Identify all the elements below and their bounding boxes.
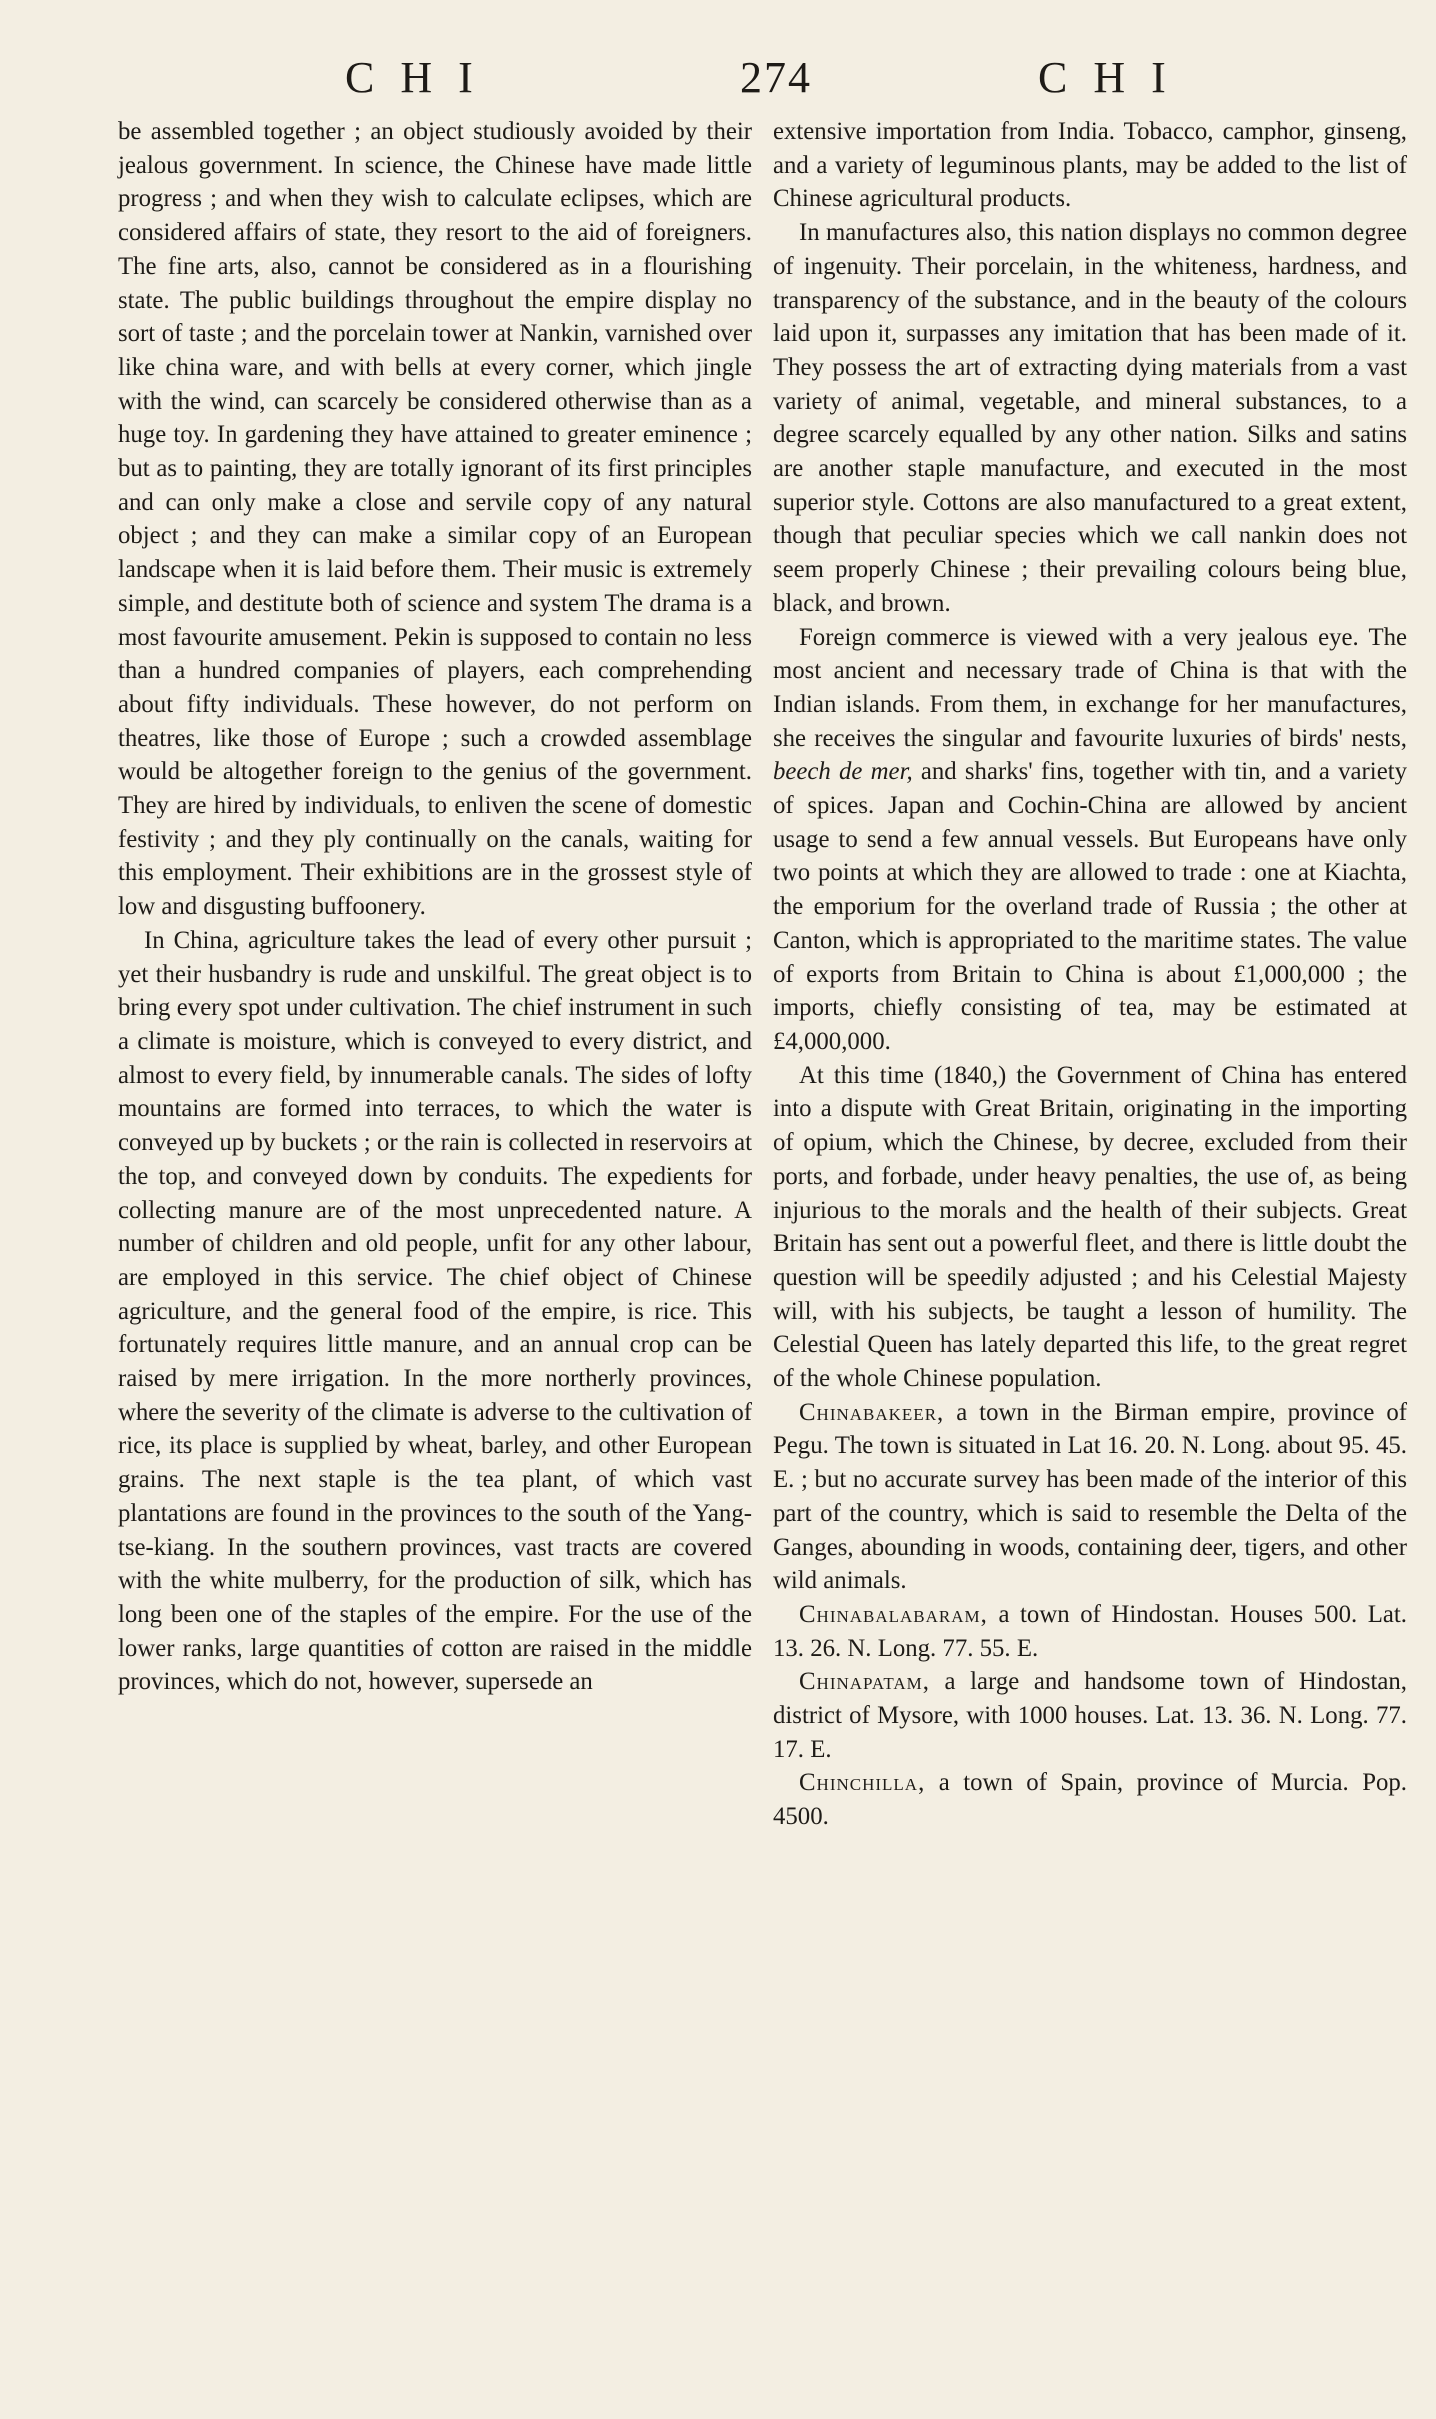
left-column [118, 115, 752, 1699]
header-right-word: CHI [1038, 53, 1192, 102]
paragraph-products-continued: extensive importation from India. Tobacco, camphor, ginseng, and a variety of leguminous plants, may be added to the list of Chinese agricultural products. [773, 118, 1407, 213]
paragraph-science-arts: be assembled together ; an object studiously avoided by their jealous government. In science, the Chinese have made little progress ; and when they wish to calculate eclipses, which are considered affairs of state, they resort to the aid of foreigners. The fine arts, also, cannot be considered as in a flourishing state. The public buildings throughout the empire display no sort of taste ; and the porcelain tower at Nankin, varnished over like china ware, and with bells at every corner, which jingle with the wind, can scarcely be considered otherwise than as a huge toy. In gardening they have attained to greater eminence ; but as to painting, they are totally ignorant of its first principles and can only make a close and servile copy of any natural object ; and they can make a similar copy of an European landscape when it is laid before them. Their music is extremely simple, and destitute both of science and system The drama is a most favourite amusement. Pekin is supposed to contain no less than a hundred companies of players, each comprehending about fifty individuals. These however, do not perform on theatres, like those of Europe ; such a crowded assemblage would be altogether foreign to the genius of the government. They are hired by individuals, to enliven the scene of domestic festivity ; and they ply continually on the canals, waiting for this employment. Their exhibitions are in the grossest style of low and disgusting buffoonery. [118, 118, 752, 921]
running-header [0, 48, 1436, 108]
entry-chinabakeer [773, 1396, 1407, 1598]
paragraph-agriculture: In China, agriculture takes the lead of every other pursuit ; yet their husbandry is rude and unskilful. The great object is to bring every spot under cultivation. The chief instrument in such a climate is moisture, which is conveyed to every district, and almost to every field, by innumerable canals. The sides of lofty mountains are formed into terraces, to which the water is conveyed up by buckets ; or the rain is collected in reservoirs at the top, and conveyed down by conduits. The expedients for collecting manure are of the most unprecedented nature. A number of children and old people, unfit for any other labour, are employed in this service. The chief object of Chinese agriculture, and the general food of the empire, is rice. This fortunately requires little manure, and an annual crop can be raised by mere irrigation. In the more northerly provinces, where the severity of the climate is adverse to the cultivation of rice, its place is supplied by wheat, barley, and other European grains. The next staple is the tea plant, of which vast plantations are found in the provinces to the south of the Yang-tse-kiang. In the southern provinces, vast tracts are covered with the white mulberry, for the production of silk, which has long been one of the staples of the empire. For the use of the lower ranks, large quantities of cotton are raised in the middle provinces, which do not, however, supersede an [118, 926, 752, 1696]
entry-text: a town of Hindostan. Houses 500. Lat. 13. 26. N. Long. 77. 55. E. [773, 1600, 1408, 1662]
paragraph-opium-dispute: At this time (1840,) the Government of China has entered into a dispute with Great Britain, originating in the importing of opium, which the Chinese, by decree, excluded from their ports, and forbade, under heavy penalties, the use of, as being injurious to the morals and the health of their subjects. Great Britain has sent out a powerful fleet, and there is little doubt the question will be speedily adjusted ; and his Celestial Majesty will, with his subjects, be taught a lesson of humility. The Celestial Queen has lately departed this life, to the great regret of the whole Chinese population. [773, 1061, 1407, 1393]
entry-headword: Chinapatam, [799, 1668, 930, 1696]
entry-chinapatam [773, 1665, 1407, 1766]
entry-text: a town of Spain, province of Murcia. Pop. 4500. [773, 1769, 1407, 1831]
entry-headword: Chinabakeer, [799, 1398, 945, 1426]
paragraph-foreign-commerce [773, 621, 1407, 1059]
right-column [773, 115, 1407, 1834]
entry-chinabalabaram [773, 1598, 1407, 1665]
entry-text: a town in the Birman empire, province of Pegu. The town is situated in Lat 16. 20. N. Long. about 95. 45. E. ; but no accurate survey has been made of the interior of this part of the country, which is said to resemble the Delta of the Ganges, abounding in woods, containing deer, tigers, and other wild animals. [773, 1398, 1407, 1595]
header-left-word: CHI [345, 53, 499, 102]
entry-headword: Chinchilla, [799, 1769, 926, 1797]
entry-chinchilla [773, 1766, 1407, 1833]
entry-text: a large and handsome town of Hindostan, district of Mysore, with 1000 houses. Lat. 13. 36. N. Long. 77. 17. E. [773, 1668, 1407, 1763]
commerce-text-after: and sharks' fins, together with tin, and a variety of spices. Japan and Cochin-China are allowed by ancient usage to send a few annual vessels. But Europeans have only two points at which they are allowed to trade : one at Kiachta, the emporium for the overland trade of Russia ; the other at Canton, which is appropriated to the maritime states. The value of exports from Britain to China is about £1,000,000 ; the imports, chiefly consisting of tea, may be estimated at £4,000,000. [773, 758, 1407, 1055]
paragraph-manufactures: In manufactures also, this nation displays no common degree of ingenuity. Their porcelain, in the whiteness, hardness, and transparency of the substance, and in the beauty of the colours laid upon it, surpasses any imitation that has been made of it. They possess the art of extracting dying materials from a vast variety of animal, vegetable, and mineral substances, to a degree scarcely equalled by any other nation. Silks and satins are another staple manufacture, and executed in the most superior style. Cottons are also manufactured to a great extent, though that peculiar species which we call nankin does not seem properly Chinese ; their prevailing colours being blue, black, and brown. [773, 219, 1407, 617]
entry-headword: Chinabalabaram, [799, 1600, 988, 1628]
commerce-italic-term: beech de mer, [773, 758, 913, 786]
commerce-text-before: Foreign commerce is viewed with a very jealous eye. The most ancient and necessary trade of China is that with the Indian islands. From them, in exchange for her manufactures, she receives the singular and favourite luxuries of birds' nests, [773, 623, 1407, 752]
page-number: 274 [740, 53, 812, 102]
